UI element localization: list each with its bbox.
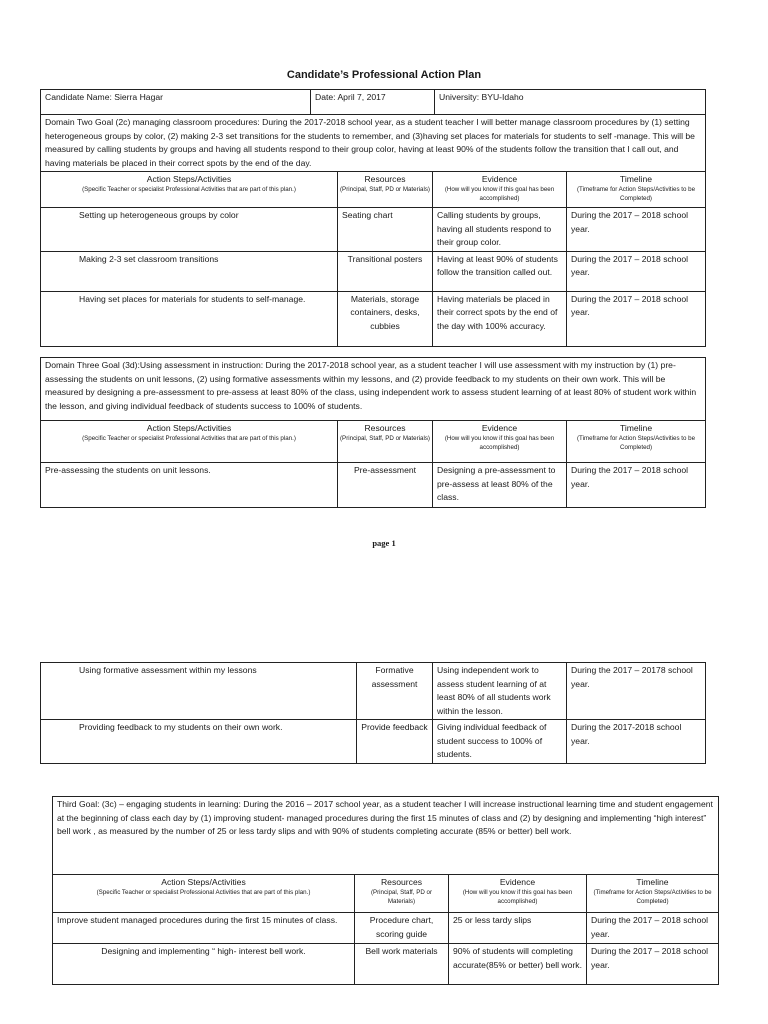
action-cell: Pre-assessing the students on unit lessons. xyxy=(41,463,338,508)
header-action: Action Steps/Activities (Specific Teacher or specialist Professional Activities that are part of this plan.) xyxy=(41,172,338,208)
resources-cell: Procedure chart, scoring guide xyxy=(355,913,449,944)
header-resources: Resources (Principal, Staff, PD or Materials) xyxy=(355,875,449,913)
goal3-continued-table xyxy=(40,662,706,764)
action-cell: Using formative assessment within my lessons xyxy=(41,663,357,720)
resources-cell: Bell work materials xyxy=(355,944,449,985)
action-cell: Making 2-3 set classroom transitions xyxy=(41,251,338,291)
goal2-steps-table xyxy=(40,171,706,347)
timeline-cell: During the 2017-2018 school year. xyxy=(567,720,706,764)
evidence-cell: Calling students by groups, having all students respond to their group color. xyxy=(433,208,567,252)
timeline-cell: During the 2017 – 2018 school year. xyxy=(567,208,706,252)
table-row xyxy=(41,208,706,252)
header-resources: Resources (Principal, Staff, PD or Materials) xyxy=(338,421,433,463)
table-row xyxy=(53,913,719,944)
table-row xyxy=(41,463,706,508)
evidence-cell: Designing a pre-assessment to pre-assess at least 80% of the class. xyxy=(433,463,567,508)
header-action: Action Steps/Activities (Specific Teacher or specialist Professional Activities that are part of this plan.) xyxy=(53,875,355,913)
table-row xyxy=(41,251,706,291)
candidate-name: Candidate Name: Sierra Hagar xyxy=(41,90,311,115)
goal3-table xyxy=(40,357,706,508)
resources-cell: Provide feedback xyxy=(357,720,433,764)
action-cell: Improve student managed procedures during the first 15 minutes of class. xyxy=(53,913,355,944)
resources-cell: Transitional posters xyxy=(338,251,433,291)
header-timeline: Timeline (Timeframe for Action Steps/Activities to be Completed) xyxy=(567,421,706,463)
university: University: BYU-Idaho xyxy=(435,90,706,115)
evidence-cell: Having materials be placed in their correct spots by the end of the day with 100% accuracy. xyxy=(433,291,567,346)
timeline-cell: During the 2017 – 2018 school year. xyxy=(567,251,706,291)
header-timeline: Timeline (Timeframe for Action Steps/Activities to be Completed) xyxy=(567,172,706,208)
timeline-cell: During the 2017 – 2018 school year. xyxy=(587,913,719,944)
timeline-cell: During the 2017 – 20178 school year. xyxy=(567,663,706,720)
evidence-cell: Using independent work to assess student learning of at least 80% of all students work within the lesson. xyxy=(433,663,567,720)
action-cell: Having set places for materials for students to self-manage. xyxy=(41,291,338,346)
action-cell: Providing feedback to my students on their own work. xyxy=(41,720,357,764)
goal3-text: Domain Three Goal (3d):Using assessment in instruction: During the 2017-2018 school year, as a student teacher I will use assessment with my instruction by (1) pre-assessing the students on unit lessons, (2) using formative assessments within my lessons, and (2) provide feedback to my students on their own work. This will be measured by designing a pre-assessment to pre-assess at least 80% of the class, using independent work to assess student learning of at least 80% of student work within the lesson, and giving individual feedback of students success to 100% of students. xyxy=(41,358,706,421)
table-row xyxy=(41,291,706,346)
goal3c-table xyxy=(52,796,719,985)
timeline-cell: During the 2017 – 2018 school year. xyxy=(587,944,719,985)
header-timeline: Timeline (Timeframe for Action Steps/Activities to be Completed) xyxy=(587,875,719,913)
goal2-text: Domain Two Goal (2c) managing classroom procedures: During the 2017-2018 school year, as a student teacher I will better manage classroom procedures by (1) setting heterogeneous groups by color, (2) making 2-3 set transitions for the students to remember, and (3)having set places for materials for students to self -manage. This will be measured by calling students by groups and having all students respond to their group color, having at least 90% of the students follow the transition that I call out, and having materials be placed in their correct spots by the end of the day. xyxy=(41,115,706,172)
header-action: Action Steps/Activities (Specific Teacher or specialist Professional Activities that are part of this plan.) xyxy=(41,421,338,463)
evidence-cell: 25 or less tardy slips xyxy=(449,913,587,944)
timeline-cell: During the 2017 – 2018 school year. xyxy=(567,291,706,346)
header-evidence: Evidence (How will you know if this goal has been accomplished) xyxy=(449,875,587,913)
plan-date: Date: April 7, 2017 xyxy=(311,90,435,115)
header-resources: Resources (Principal, Staff, PD or Materials) xyxy=(338,172,433,208)
resources-cell: Formative assessment xyxy=(357,663,433,720)
evidence-cell: 90% of students will completing accurate(85% or better) bell work. xyxy=(449,944,587,985)
header-evidence: Evidence (How will you know if this goal has been accomplished) xyxy=(433,421,567,463)
header-evidence: Evidence (How will you know if this goal has been accomplished) xyxy=(433,172,567,208)
evidence-cell: Having at least 90% of students follow the transition called out. xyxy=(433,251,567,291)
resources-cell: Pre-assessment xyxy=(338,463,433,508)
goal3c-text: Third Goal: (3c) – engaging students in learning: During the 2016 – 2017 school year, as a student teacher I will increase instructional learning time and student engagement at the beginning of class each day by (1) improving student- managed procedures during the first 15 minutes of class and (2) by designing and implementing “high interest” bell work , as measured by the number of 25 or less tardy slips and with 90% of students completing accurate (85% or better) bell work. xyxy=(53,797,719,875)
page-number: page 1 xyxy=(372,538,396,548)
resources-cell: Materials, storage containers, desks, cubbies xyxy=(338,291,433,346)
evidence-cell: Giving individual feedback of student success to 100% of students. xyxy=(433,720,567,764)
page-title: Candidate’s Professional Action Plan xyxy=(286,69,482,81)
table-row xyxy=(41,720,706,764)
table-row xyxy=(41,663,706,720)
table-row xyxy=(53,944,719,985)
resources-cell: Seating chart xyxy=(338,208,433,252)
action-cell: Setting up heterogeneous groups by color xyxy=(41,208,338,252)
goal2-table xyxy=(40,89,706,172)
timeline-cell: During the 2017 – 2018 school year. xyxy=(567,463,706,508)
action-cell: Designing and implementing “ high- interest bell work. xyxy=(53,944,355,985)
